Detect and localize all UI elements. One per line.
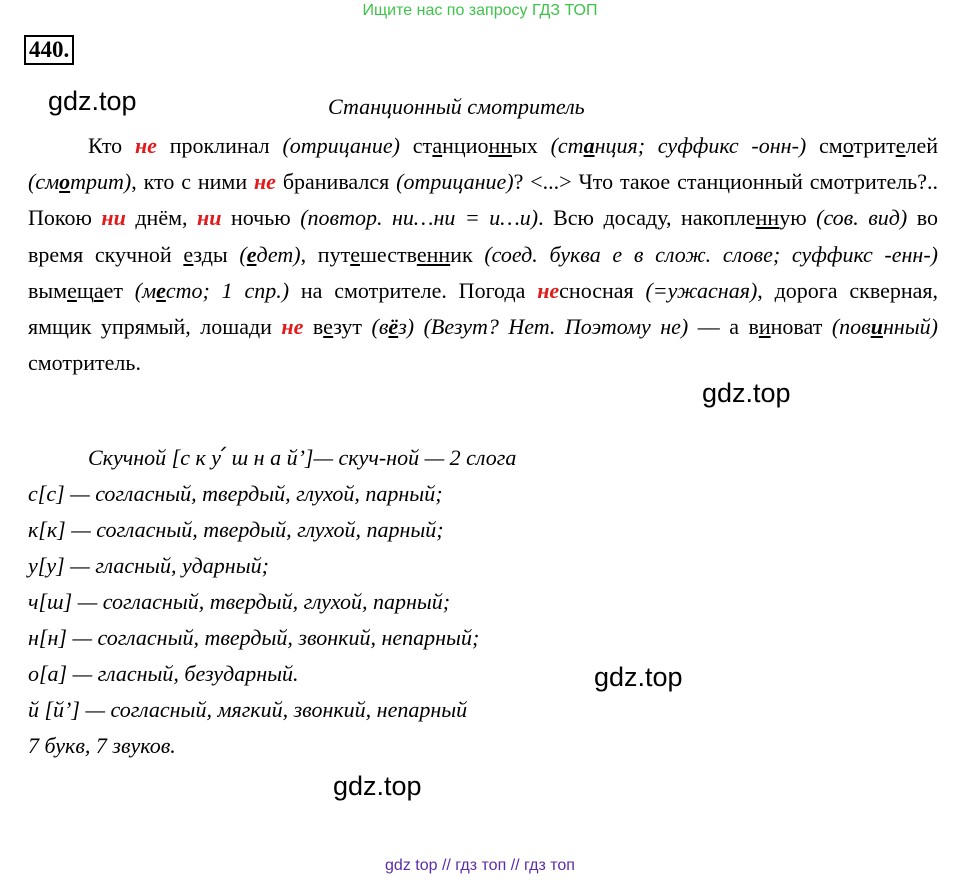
comment: (отрицание) bbox=[282, 133, 400, 158]
comment: (повтор. ни…ни = и…и) bbox=[300, 205, 539, 231]
underlined-letter: и bbox=[870, 314, 883, 340]
watermark: gdz.top bbox=[48, 86, 137, 116]
highlight-particle: не bbox=[537, 277, 560, 303]
underlined-letter: е bbox=[416, 241, 427, 267]
text-segment: щ bbox=[76, 277, 94, 303]
underlined-letter: о bbox=[59, 169, 71, 195]
comment: (ст bbox=[550, 133, 584, 158]
underlined-letter: е bbox=[350, 241, 360, 267]
comment: (отрицание) bbox=[396, 169, 514, 195]
text-segment: . Всю досаду, накопле bbox=[538, 205, 756, 231]
text-segment: трит bbox=[853, 133, 896, 158]
comment: (=ужасная) bbox=[645, 277, 758, 303]
analysis-summary: 7 букв, 7 звуков. bbox=[28, 733, 176, 758]
text-segment: ? <...> Что такое станционный смотритель?.. Покою bbox=[28, 169, 938, 231]
text-segment: ых bbox=[512, 133, 551, 158]
text-segment: смотритель. bbox=[28, 350, 141, 376]
underlined-letter: о bbox=[842, 133, 854, 158]
text-segment: ночью bbox=[221, 205, 301, 231]
analysis-line: о[а] — гласный, безударный. bbox=[28, 661, 299, 686]
highlight-particle: не bbox=[253, 169, 276, 195]
text-segment: см bbox=[806, 133, 843, 158]
analysis-line: с[с] — согласный, твердый, глухой, парный; bbox=[28, 481, 443, 506]
comment: нция; суффикс -онн-) bbox=[594, 133, 807, 158]
analysis-line: й [й’] — согласный, мягкий, звонкий, непарный bbox=[28, 697, 468, 722]
highlight-particle: ни bbox=[197, 205, 222, 231]
text-segment: днём, bbox=[125, 205, 198, 231]
text-segment: ую bbox=[779, 205, 817, 231]
comment: (м bbox=[134, 277, 157, 303]
text-segment: вым bbox=[28, 277, 68, 303]
text-segment: лей bbox=[905, 133, 938, 158]
underlined-letter: нн bbox=[755, 205, 780, 231]
comment: (сов. вид) bbox=[816, 205, 908, 231]
comment: (Везут? Нет. Поэтому не) bbox=[423, 314, 689, 340]
comment: (в bbox=[371, 314, 389, 340]
text-segment: в bbox=[303, 314, 324, 340]
text-segment: во время скучной bbox=[28, 205, 938, 267]
task-number bbox=[24, 35, 74, 65]
analysis-heading: Скучной [с к у՛ ш н а й’]— скуч-ной — 2 слога bbox=[88, 445, 517, 470]
comment: (см bbox=[28, 169, 60, 195]
text-segment: сносная bbox=[559, 277, 646, 303]
text-segment bbox=[414, 314, 423, 339]
text-segment: , пут bbox=[300, 241, 351, 267]
text-segment: — а в bbox=[688, 314, 759, 340]
text-title: Станционный смотритель bbox=[328, 94, 585, 119]
underlined-letter: е bbox=[183, 241, 194, 267]
text-segment: ет bbox=[103, 277, 135, 303]
comment: (соед. буква е в слож. слове; суффикс -енн-) bbox=[484, 241, 938, 267]
comment: дет) bbox=[256, 241, 301, 267]
comment: ( bbox=[239, 241, 247, 267]
top-banner: Ищите нас по запросу ГДЗ ТОП bbox=[362, 2, 598, 19]
text-segment: ик bbox=[450, 241, 485, 267]
text-segment: проклинал bbox=[156, 133, 283, 158]
underlined-letter: а bbox=[93, 277, 104, 303]
underlined-letter: ё bbox=[388, 314, 399, 340]
text-segment: Кто bbox=[88, 133, 135, 158]
text-segment: шеств bbox=[359, 241, 417, 267]
comment: нный) bbox=[882, 314, 939, 340]
text-paragraph bbox=[28, 128, 938, 381]
watermark: gdz.top bbox=[333, 771, 422, 801]
watermark: gdz.top bbox=[702, 378, 791, 408]
text-segment: зды bbox=[193, 241, 240, 267]
comment: з) bbox=[398, 314, 415, 340]
text-segment: зут bbox=[333, 314, 372, 340]
text-segment: на смотрителе. Погода bbox=[289, 277, 538, 303]
underlined-letter: а bbox=[432, 133, 443, 158]
task-number-box: 440. bbox=[24, 35, 74, 65]
underlined-letter: е bbox=[246, 241, 257, 267]
highlight-particle: ни bbox=[101, 205, 126, 231]
analysis-line: ч[ш] — согласный, твердый, глухой, парный; bbox=[28, 589, 451, 614]
underlined-letter: е bbox=[67, 277, 77, 303]
underlined-letter: и bbox=[758, 314, 771, 340]
underlined-letter: нн bbox=[488, 133, 513, 158]
text-segment: нцио bbox=[442, 133, 489, 158]
analysis-line: н[н] — согласный, твердый, звонкий, непарный; bbox=[28, 625, 480, 650]
underlined-letter: е bbox=[156, 277, 166, 303]
comment: (пов bbox=[831, 314, 871, 340]
comment: сто; 1 спр.) bbox=[165, 277, 290, 303]
analysis-line: у[у] — гласный, ударный; bbox=[28, 553, 269, 578]
text-segment: , дорога скверная, ямщик упрямый, лошади bbox=[28, 277, 938, 340]
underlined-letter: а bbox=[583, 133, 595, 158]
comment: трит) bbox=[70, 169, 132, 195]
text-segment: новат bbox=[770, 314, 832, 340]
underlined-letter: е bbox=[895, 133, 906, 158]
text-segment: бранивался bbox=[275, 169, 397, 195]
highlight-particle: не bbox=[281, 314, 304, 340]
underlined-letter: нн bbox=[426, 241, 451, 267]
underlined-letter: е bbox=[323, 314, 334, 340]
text-segment: , кто с ними bbox=[131, 169, 254, 195]
analysis-line: к[к] — согласный, твердый, глухой, парный; bbox=[28, 517, 444, 542]
text-segment: ст bbox=[399, 133, 433, 158]
highlight-particle: не bbox=[134, 133, 157, 158]
watermark: gdz.top bbox=[594, 662, 683, 692]
footer-links: gdz top // гдз топ // гдз топ bbox=[385, 857, 575, 874]
